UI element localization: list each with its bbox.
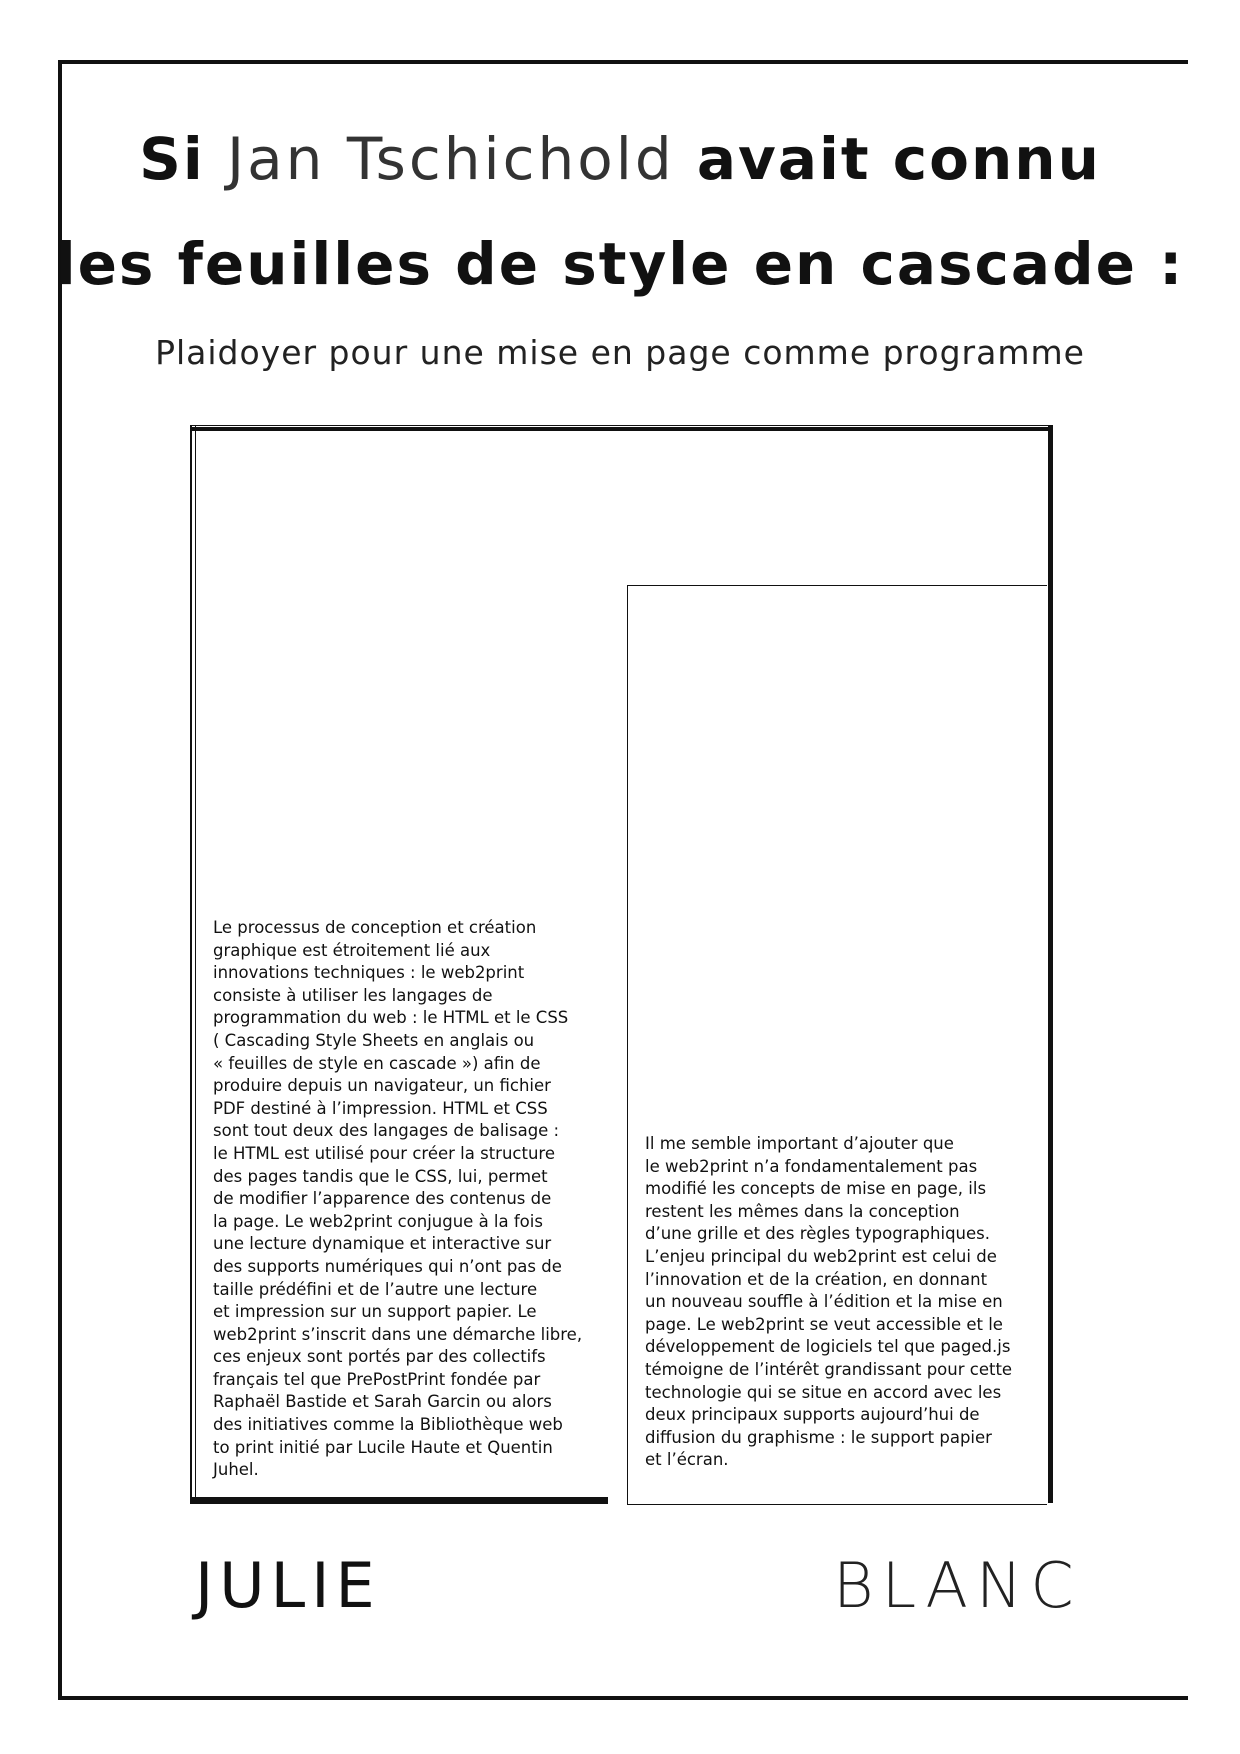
author-last-name: BLANC <box>833 1549 1082 1622</box>
title-name: Jan Tschichold <box>226 125 675 193</box>
right-column-text: Il me semble important d’ajouter que le web2print n’a fondamentalement pas modifié les concepts de mise en page, ils restent les mêmes dans la conception d’une grille et des règles typographiques. L’enjeu principal du web2print est celui de l’innovation et de la création, en donnant un nouveau souffle à l’édition et la mise en page. Le web2print se veut accessible et le développement de logiciels tel que paged.js témoigne de l’intérêt grandissant pour cette technologie qui se situe en accord avec les deux principaux supports aujourd’hui de diffusion du graphisme : le support papier et l’écran. <box>645 1134 1013 1470</box>
content-block <box>190 425 1053 1505</box>
title-line-1 <box>0 125 1240 193</box>
block-bottom-bar <box>190 1497 608 1504</box>
title-prefix: Si <box>139 125 227 193</box>
author-first-name: JULIE <box>195 1549 381 1622</box>
block-right-border <box>1048 425 1053 1503</box>
block-top-border <box>190 425 1053 428</box>
title-suffix: avait connu <box>674 125 1101 193</box>
block-left-border <box>190 425 196 1503</box>
title-line-2: les feuilles de style en cascade : <box>55 230 1185 298</box>
subtitle: Plaidoyer pour une mise en page comme programme <box>155 333 1085 372</box>
left-column-text: Le processus de conception et création graphique est étroitement lié aux innovations techniques : le web2print consiste à utiliser les langages de programmation du web : le HTML et le CSS ( Cascading Style Sheets en anglais ou « feuilles de style en cascade ») afin de produire depuis un navigateur, un fichier PDF destiné à l’impression. HTML et CSS sont tout deux des langages de balisage : le HTML est utilisé pour créer la structure des pages tandis que le CSS, lui, permet de modifier l’apparence des contenus de la page. Le web2print conjugue à la fois une lecture dynamique et interactive sur des supports numériques qui n’ont pas de taille prédéfini et de l’autre une lecture et impression sur un support papier. Le web2print s’inscrit dans une démarche libre, ces enjeux sont portés par des collectifs français tel que PrePostPrint fondée par Raphaël Bastide et Sarah Garcin ou alors des initiatives comme la Bibliothèque web to print initié par Lucile Haute et Quentin Juhel. <box>213 918 583 1480</box>
